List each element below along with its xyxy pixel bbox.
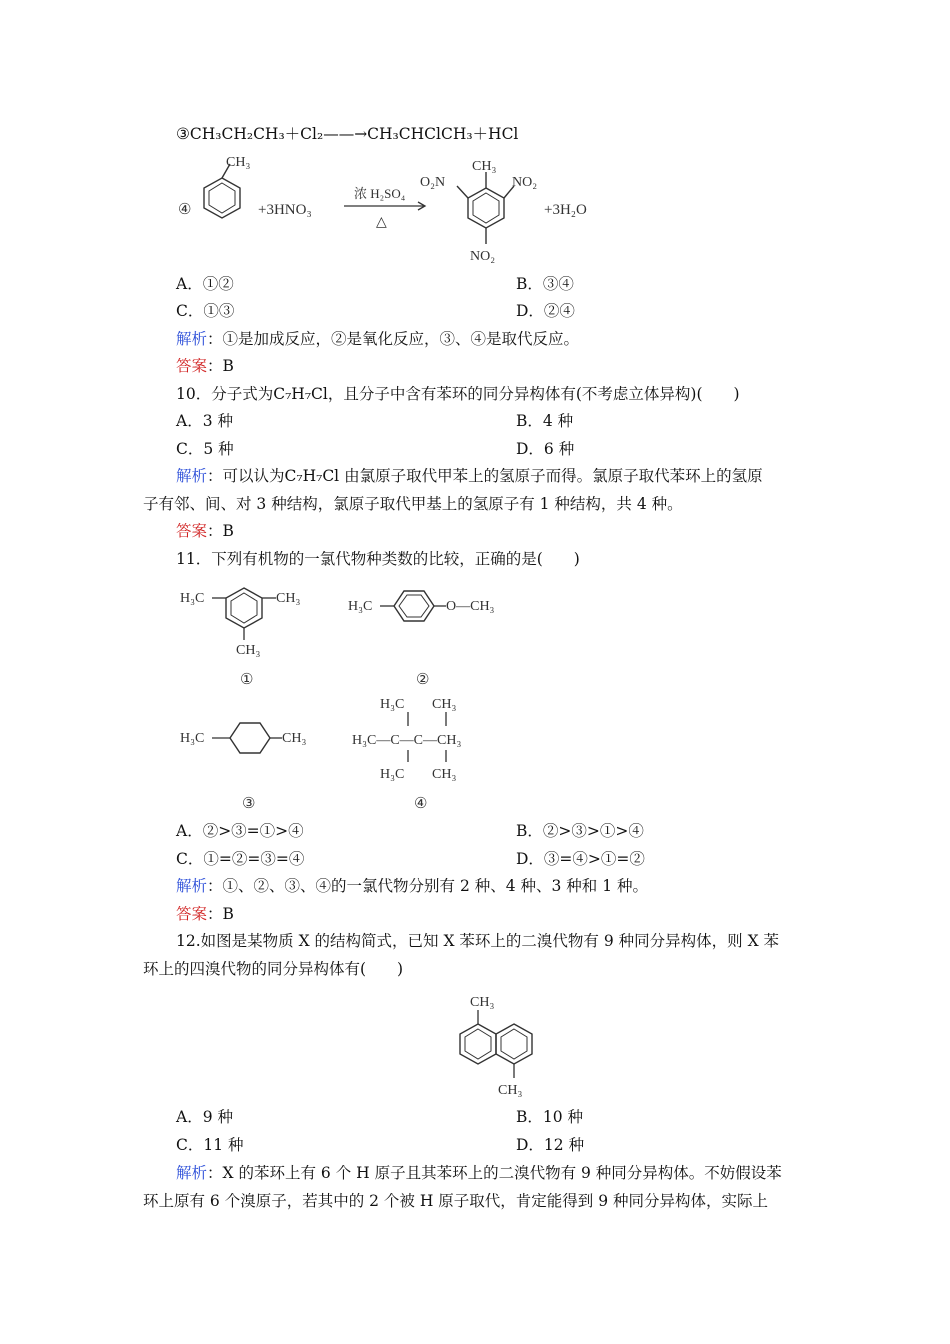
analysis-text: ：①、②、③、④的一氯代物分别有 2 种、4 种、3 种和 1 种。 [207,877,649,895]
tnt-no2-bottom: NO₂ [470,249,496,264]
q9-option-d[interactable]: D．②④ [516,302,575,320]
q12-option-a[interactable]: A．9 种 [176,1108,233,1126]
answer-label: 答案 [176,522,208,540]
q9-analysis [176,329,579,349]
q10-analysis-line2: 子有邻、间、对 3 种结构，氯原子取代甲基上的氢原子有 1 种结构，共 4 种。 [143,495,683,513]
m3-number: ③ [242,796,256,812]
analysis-text: ：①是加成反应，②是氧化反应，③、④是取代反应。 [207,330,580,348]
q12-option-b[interactable]: B．10 种 [516,1108,584,1126]
q10-answer [176,521,234,541]
answer-text: ：B [207,905,234,923]
q10-option-d[interactable]: D．6 种 [516,440,575,458]
m4-bottom-left: H₃C [380,767,405,782]
q10-option-a[interactable]: A．3 种 [176,412,233,430]
q9-option-c[interactable]: C．①③ [176,302,235,320]
tnt-o2n: O₂N [420,175,446,190]
condition-top: 浓 H₂SO₄ [354,186,406,201]
q12-stem-line1: 12.如图是某物质 X 的结构简式，已知 X 苯环上的二溴代物有 9 种同分异构体，则 X 苯 [176,932,780,950]
product-water: +3H₂O [544,202,587,218]
analysis-text: ：X 的苯环上有 6 个 H 原子且其苯环上的二溴代物有 9 种同分异构体。不妨假设苯 [207,1164,782,1182]
tnt-no2-right: NO₂ [512,175,538,190]
m1-ch3-right: CH₃ [276,591,301,606]
q12-stem-line2: 环上的四溴代物的同分异构体有( ) [143,960,404,978]
analysis-label: 解析 [176,1164,208,1182]
q12-analysis-line1 [176,1163,782,1183]
toluene-ch3: CH₃ [226,155,251,170]
q10-stem: 10．分子式为C₇H₇Cl，且分子中含有苯环的同分异构体有(不考虑立体异构)( ) [176,385,740,403]
tnt-inner-ring [473,193,499,223]
condition-bottom: △ [376,215,387,230]
m4-number: ④ [414,796,428,812]
m2-number: ② [416,672,430,688]
reagent-hno3: +3HNO₃ [258,202,312,218]
toluene-inner-ring [209,183,235,213]
q10-option-c[interactable]: C．5 种 [176,440,234,458]
equation-3: ③CH₃CH₂CH₃＋Cl₂——→CH₃CHClCH₃＋HCl [176,125,519,143]
m1-number: ① [240,672,254,688]
analysis-label: 解析 [176,877,208,895]
analysis-label: 解析 [176,330,208,348]
q12-left-inner-ring [465,1029,491,1059]
analysis-text: ：可以认为C₇H₇Cl 由氯原子取代甲苯上的氢原子而得。氯原子取代苯环上的氢原 [207,467,763,485]
q9-option-a[interactable]: A．①② [176,275,234,293]
q9-option-b[interactable]: B．③④ [516,275,574,293]
q9-answer [176,356,234,376]
q11-analysis [176,876,648,896]
m2-inner-ring [399,595,429,617]
m1-h3c: H₃C [180,591,205,606]
q11-option-a[interactable]: A．②>③=①>④ [176,822,304,840]
tnt-ch3: CH₃ [472,159,497,174]
m3-ch3: CH₃ [282,731,307,746]
m2-h3c: H₃C [348,599,373,614]
nitration-equation-diagram [170,150,640,268]
q11-stem: 11．下列有机物的一氯代物种类数的比较，正确的是( ) [176,550,580,568]
tnt-left-bond [457,186,468,198]
q12-option-d[interactable]: D．12 种 [516,1136,585,1154]
m4-main-chain: H₃C—C—C—CH₃ [352,733,462,748]
equation-4-number: ④ [178,202,192,218]
q11-option-d[interactable]: D．③=④>①=② [516,850,645,868]
m3-h3c: H₃C [180,731,205,746]
q11-structures [170,574,530,814]
answer-text: ：B [207,357,234,375]
q10-analysis-line1 [176,466,763,486]
q11-option-c[interactable]: C．①=②=③=④ [176,850,305,868]
m1-inner-ring [231,593,257,623]
m4-bottom-right: CH₃ [432,767,457,782]
m1-ch3-bottom: CH₃ [236,643,261,658]
answer-label: 答案 [176,357,208,375]
q12-option-c[interactable]: C．11 种 [176,1136,244,1154]
analysis-label: 解析 [176,467,208,485]
m4-top-right: CH₃ [432,697,457,712]
q10-option-b[interactable]: B．4 种 [516,412,574,430]
answer-text: ：B [207,522,234,540]
q11-answer [176,904,234,924]
q12-right-inner-ring [501,1029,527,1059]
q12-naphthalene-structure [440,984,560,1100]
answer-label: 答案 [176,905,208,923]
q11-option-b[interactable]: B．②>③>①>④ [516,822,644,840]
m4-top-left: H₃C [380,697,405,712]
m2-och3: O—CH₃ [446,599,495,614]
q12-analysis-line2: 环上原有 6 个溴原子，若其中的 2 个被 H 原子取代，肯定能得到 9 种同分异构体，实际上 [143,1192,769,1210]
q12-ch3-top: CH₃ [470,995,495,1010]
m3-ring [230,723,270,753]
q12-ch3-bottom: CH₃ [498,1083,523,1098]
